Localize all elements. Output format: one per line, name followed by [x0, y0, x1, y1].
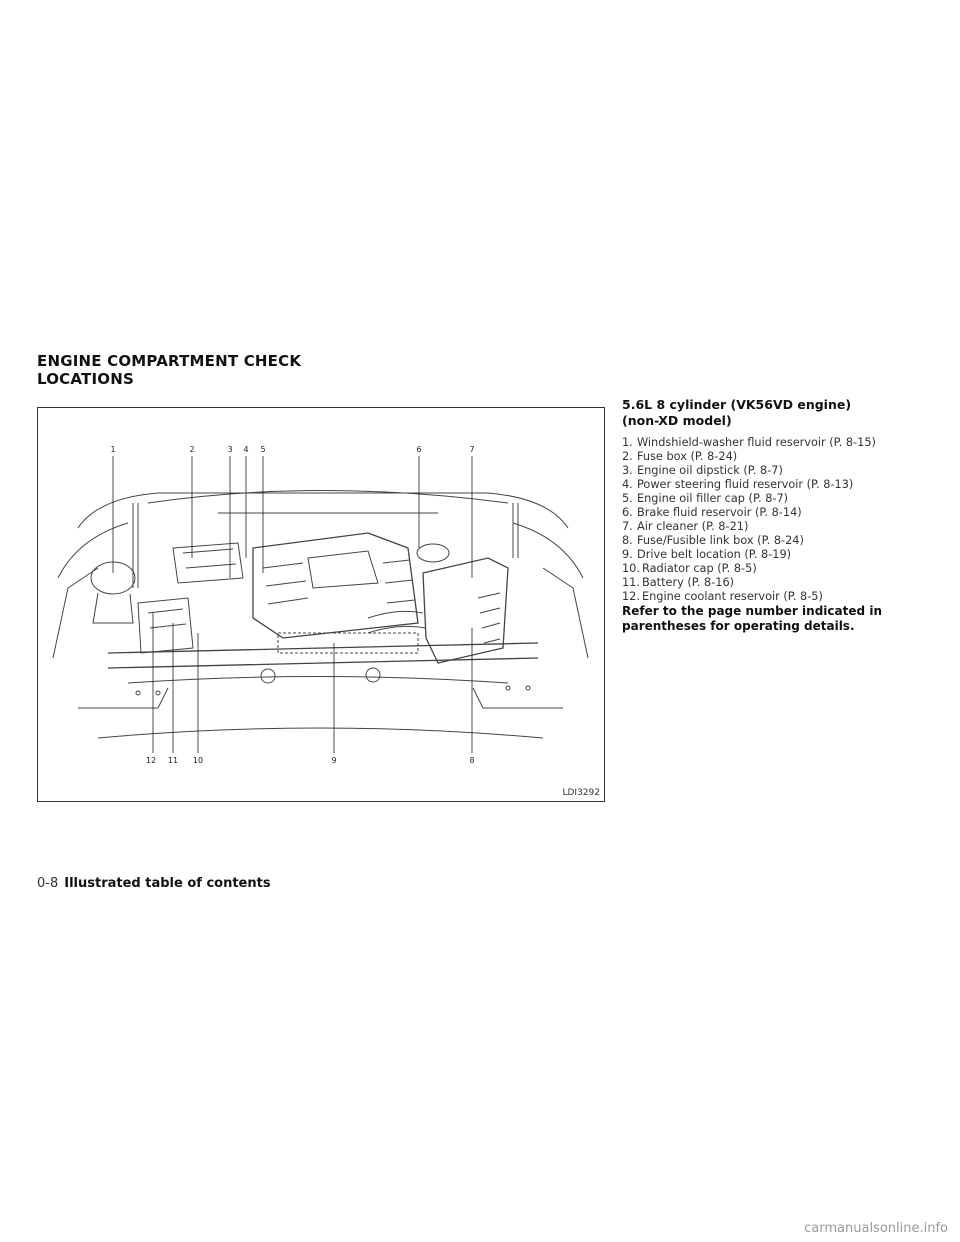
item-number: 2. [622, 450, 633, 463]
list-item [622, 450, 882, 464]
engine-compartment-illustration [37, 407, 605, 802]
list-item [622, 520, 882, 534]
section-title-line2: LOCATIONS [37, 370, 134, 388]
callout-8: 8 [469, 756, 475, 765]
item-text: Power steering fluid reservoir (P. 8-13) [637, 478, 854, 491]
item-number: 5. [622, 492, 633, 505]
engine-heading-line2: (non-XD model) [622, 413, 732, 428]
section-title [37, 352, 301, 388]
figure-code: LDI3292 [562, 788, 600, 798]
list-item [622, 576, 882, 590]
list-item [622, 590, 882, 604]
engine-heading-line1: 5.6L 8 cylinder (VK56VD engine) [622, 397, 852, 412]
item-text: Radiator cap (P. 8-5) [642, 562, 757, 575]
item-number: 7. [622, 520, 633, 533]
callout-1: 1 [110, 445, 116, 454]
list-item [622, 548, 882, 562]
operating-details-note: Refer to the page number indicated in parentheses for operating details. [622, 604, 882, 633]
page-number: 0-8 [37, 876, 59, 891]
callout-11: 11 [167, 756, 179, 765]
callout-12: 12 [145, 756, 157, 765]
callout-6: 6 [416, 445, 422, 454]
list-item [622, 478, 882, 492]
list-item [622, 492, 882, 506]
item-number: 9. [622, 548, 633, 561]
item-text: Air cleaner (P. 8-21) [637, 520, 749, 533]
page-footer [37, 876, 271, 891]
engine-line-drawing [38, 408, 604, 801]
callout-4: 4 [243, 445, 249, 454]
list-item [622, 534, 882, 548]
callout-7: 7 [469, 445, 475, 454]
list-item [622, 464, 882, 478]
callout-2: 2 [189, 445, 195, 454]
item-text: Engine coolant reservoir (P. 8-5) [642, 590, 823, 603]
callout-10: 10 [192, 756, 204, 765]
callout-5: 5 [260, 445, 266, 454]
item-text: Fuse box (P. 8-24) [637, 450, 738, 463]
item-number: 8. [622, 534, 633, 547]
list-item [622, 562, 882, 576]
item-text: Brake fluid reservoir (P. 8-14) [637, 506, 802, 519]
item-text: Engine oil dipstick (P. 8-7) [637, 464, 783, 477]
item-text: Battery (P. 8-16) [642, 576, 735, 589]
item-number: 11. [622, 576, 640, 589]
list-item [622, 506, 882, 520]
item-text: Fuse/Fusible link box (P. 8-24) [637, 534, 804, 547]
item-number: 10. [622, 562, 640, 575]
item-number: 3. [622, 464, 633, 477]
item-number: 4. [622, 478, 633, 491]
footer-title: Illustrated table of contents [64, 876, 271, 891]
watermark: carmanualsonline.info [804, 1221, 948, 1236]
section-title-line1: ENGINE COMPARTMENT CHECK [37, 352, 302, 370]
item-number: 12. [622, 590, 640, 603]
item-text: Drive belt location (P. 8-19) [637, 548, 792, 561]
item-text: Windshield-washer fluid reservoir (P. 8-15) [637, 436, 876, 449]
component-list [622, 436, 882, 604]
callout-9: 9 [331, 756, 337, 765]
callout-3: 3 [227, 445, 233, 454]
legend-column [622, 397, 882, 634]
engine-heading [622, 397, 882, 429]
item-number: 1. [622, 436, 633, 449]
item-number: 6. [622, 506, 633, 519]
list-item [622, 436, 882, 450]
item-text: Engine oil filler cap (P. 8-7) [637, 492, 789, 505]
